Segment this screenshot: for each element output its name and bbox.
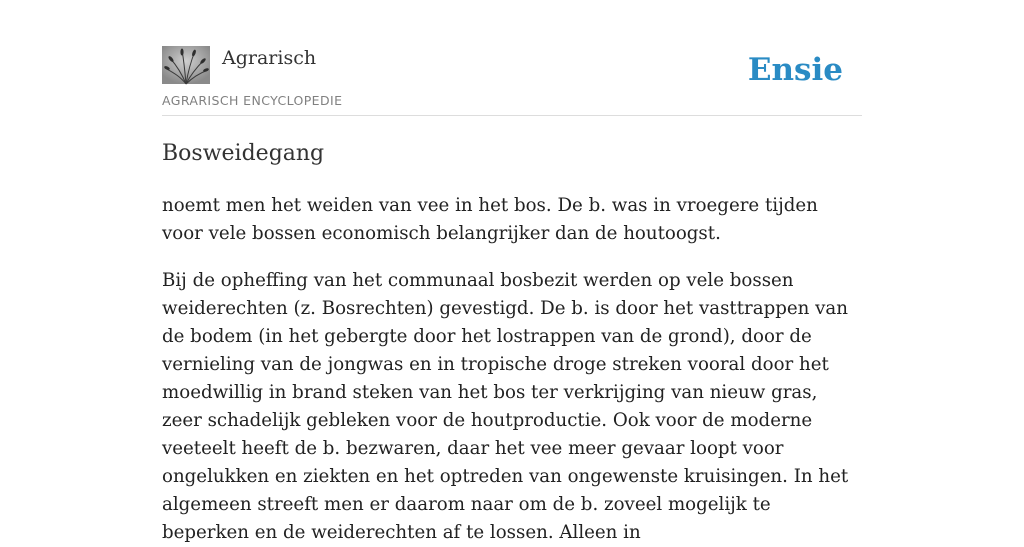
brand-logo[interactable]: Ensie — [747, 52, 843, 88]
entry-paragraph: Bij de opheffing van het communaal bosbezit werden op vele bossen weiderechten (z. Bosrechten) gevestigd. De b. is door het vasttrappen van de bodem (in het gebergte door het lostrappen van de grond), door de vernieling van de jongwas en in tropische droge streken vooral door het moedwillig in brand steken van het bos ter verkrijging van nieuw gras, zeer schadelijk gebleken voor de houtproductie. Ook voor de moderne veeteelt heeft de b. bezwaren, daar het vee meer gevaar loopt voor ongelukken en ziekten en het optreden van ongewenste kruisingen. In het algemeen streeft men er daarom naar om de b. zoveel mogelijk te beperken en de weiderechten af te lossen. Alleen in — [162, 270, 849, 543]
site-name[interactable]: Agrarisch — [222, 47, 317, 69]
entry-paragraph: noemt men het weiden van vee in het bos. De b. was in vroegere tijden voor vele bossen economisch belangrijker dan de houtoogst. — [162, 195, 818, 244]
site-subtitle[interactable]: AGRARISCH ENCYCLOPEDIE — [162, 93, 343, 108]
wheat-logo-icon[interactable] — [162, 46, 210, 84]
header-divider — [162, 115, 862, 116]
entry-title: Bosweidegang — [162, 141, 325, 166]
page — [162, 0, 862, 543]
